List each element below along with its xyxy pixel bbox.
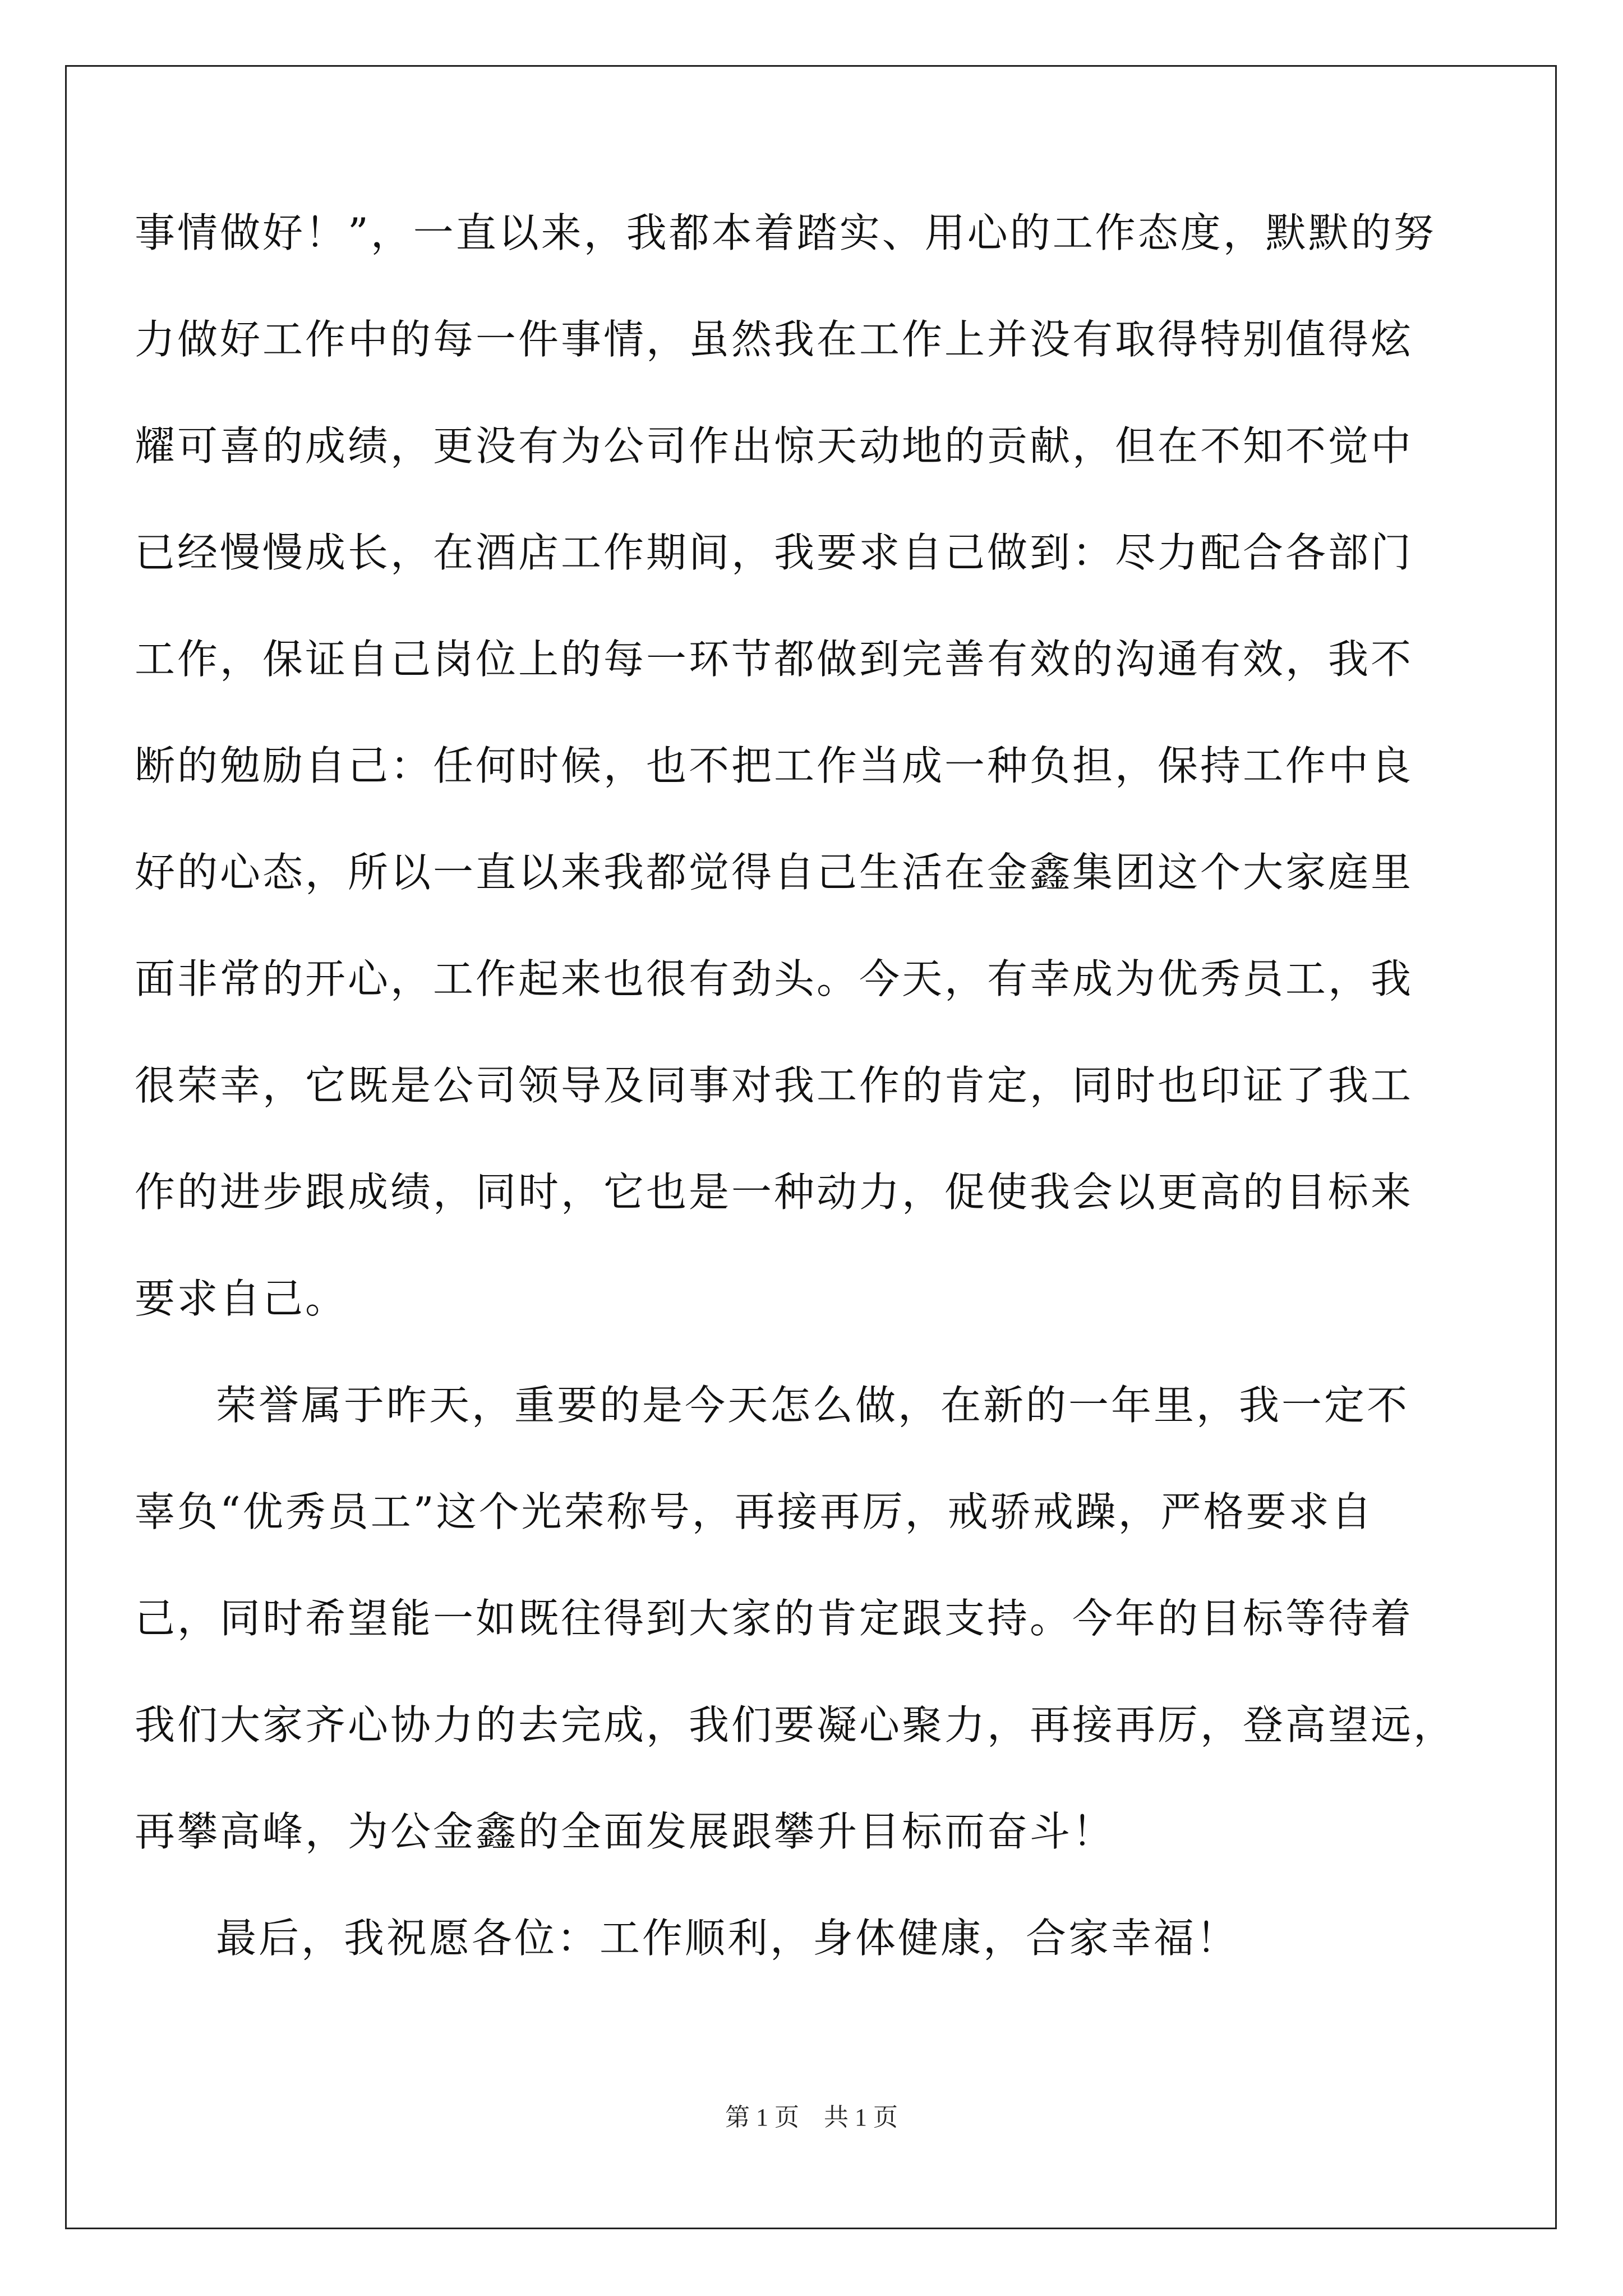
text-line: 工作，保证自己岗位上的每一环节都做到完善有效的沟通有效，我不	[135, 636, 1414, 683]
closing-line: 最后，我祝愿各位：工作顺利，身体健康，合家幸福！	[216, 1915, 1239, 1962]
page-number-footer: 第 1 页 共 1 页	[725, 2104, 898, 2131]
text-line: 已经慢慢成长，在酒店工作期间，我要求自己做到：尽力配合各部门	[135, 529, 1414, 576]
text-line: 作的进步跟成绩，同时，它也是一种动力，促使我会以更高的目标来	[135, 1168, 1414, 1216]
paragraph-first-line: 荣誉属于昨天，重要的是今天怎么做，在新的一年里，我一定不	[216, 1382, 1410, 1429]
page-border	[65, 65, 1557, 2229]
text-line: 很荣幸，它既是公司领导及同事对我工作的肯定，同时也印证了我工	[135, 1062, 1414, 1109]
text-line: 我们大家齐心协力的去完成，我们要凝心聚力，再接再厉，登高望远，	[135, 1701, 1456, 1749]
text-line: 力做好工作中的每一件事情，虽然我在工作上并没有取得特别值得炫	[135, 316, 1414, 363]
text-line: 辜负“优秀员工”这个光荣称号，再接再厉，戒骄戒躁，严格要求自	[135, 1488, 1374, 1535]
text-line: 事情做好！”，一直以来，我都本着踏实、用心的工作态度，默默的努	[135, 209, 1436, 256]
text-line: 面非常的开心，工作起来也很有劲头。今天，有幸成为优秀员工，我	[135, 955, 1414, 1002]
text-line: 好的心态，所以一直以来我都觉得自己生活在金鑫集团这个大家庭里	[135, 849, 1414, 896]
text-line: 耀可喜的成绩，更没有为公司作出惊天动地的贡献，但在不知不觉中	[135, 422, 1414, 470]
text-line: 己，同时希望能一如既往得到大家的肯定跟支持。今年的目标等待着	[135, 1595, 1414, 1642]
text-line: 再攀高峰，为公金鑫的全面发展跟攀升目标而奋斗！	[135, 1808, 1115, 1855]
text-line: 断的勉励自己：任何时候，也不把工作当成一种负担，保持工作中良	[135, 742, 1414, 789]
text-line: 要求自己。	[135, 1275, 348, 1322]
